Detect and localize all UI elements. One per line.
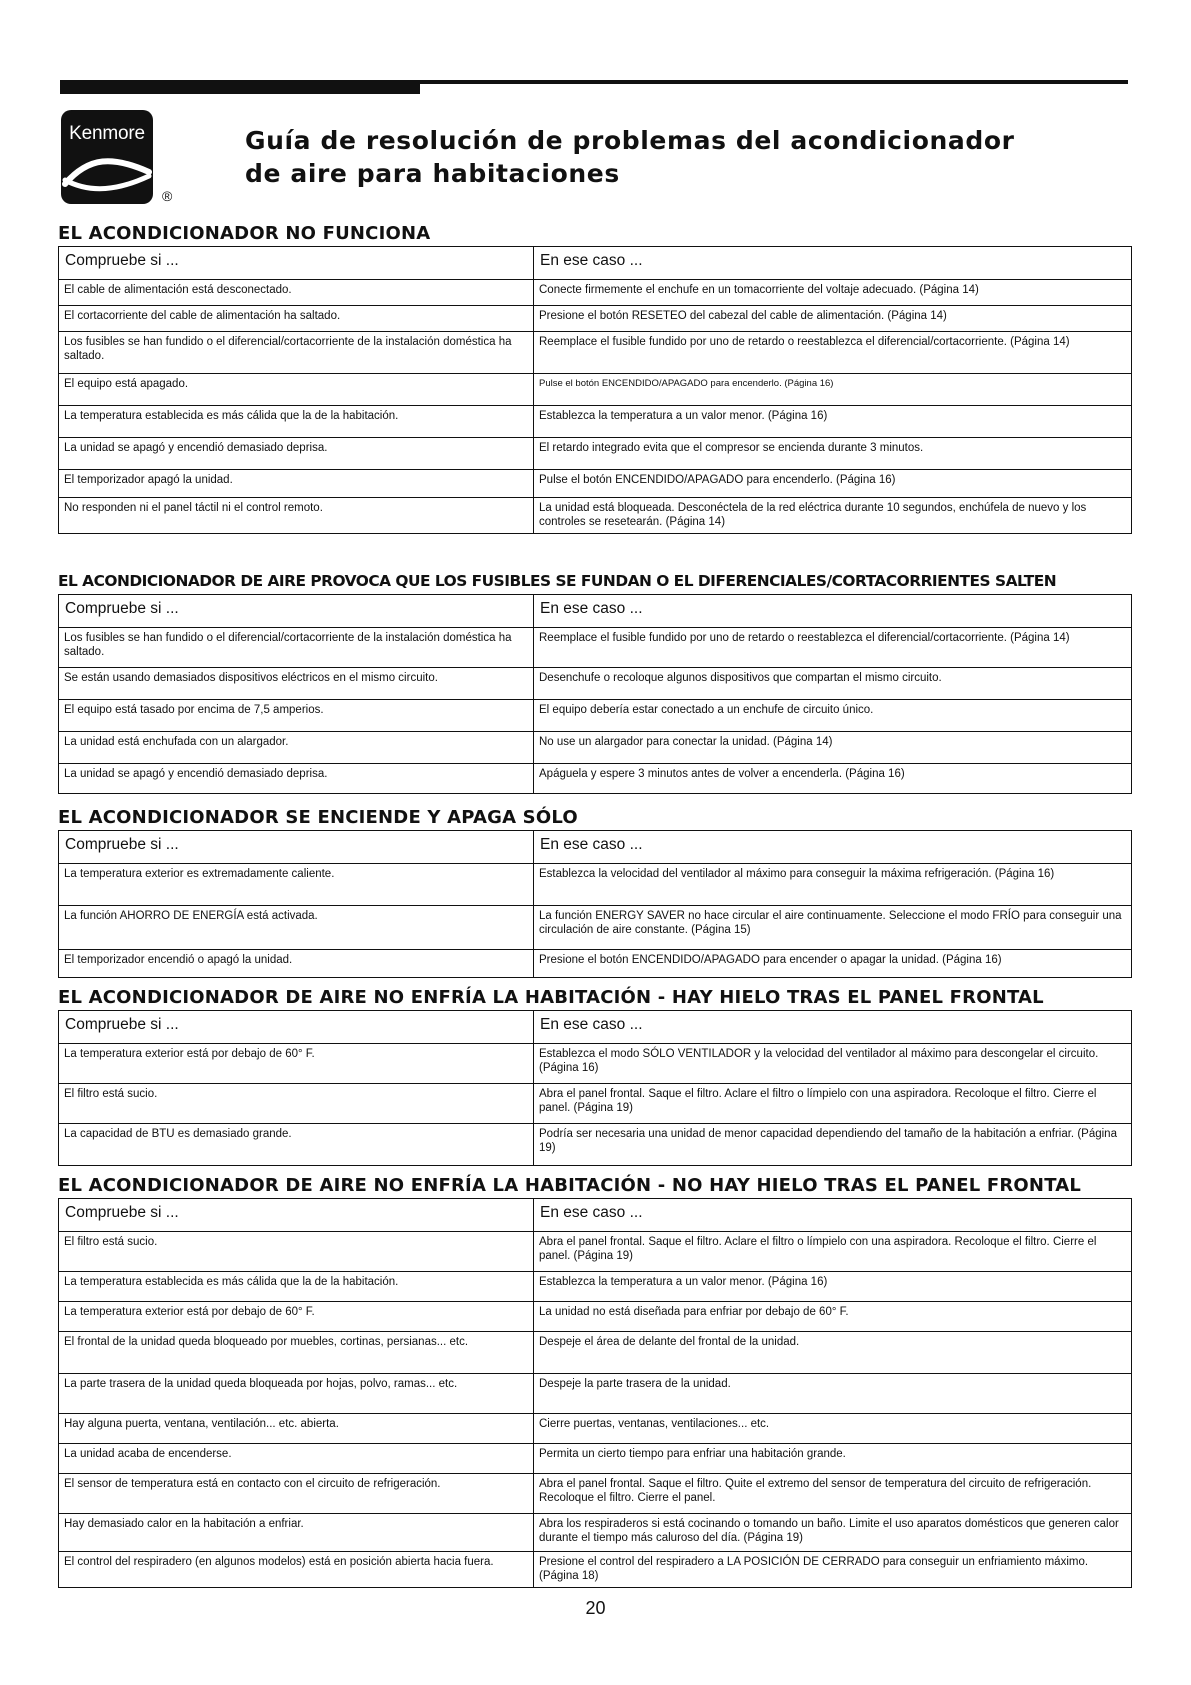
check-cell: La temperatura exterior está por debajo de 60° F. [59,1302,534,1332]
col-header-then: En ese caso ... [534,1011,1132,1044]
check-cell: El temporizador apagó la unidad. [59,470,534,498]
page-title-line2: de aire para habitaciones [245,159,620,188]
then-cell: Pulse el botón ENCENDIDO/APAGADO para encenderlo. (Página 16) [534,470,1132,498]
check-cell: El equipo está apagado. [59,374,534,406]
then-cell: Despeje el área de delante del frontal de la unidad. [534,1332,1132,1374]
check-cell: El frontal de la unidad queda bloqueado por muebles, cortinas, persianas... etc. [59,1332,534,1374]
then-cell: Apáguela y espere 3 minutos antes de volver a encenderla. (Página 16) [534,764,1132,794]
then-cell: Permita un cierto tiempo para enfriar una habitación grande. [534,1444,1132,1474]
section-title: EL ACONDICIONADOR DE AIRE PROVOCA QUE LOS FUSIBLES SE FUNDAN O EL DIFERENCIALES/CORTACORRIENTES SALTEN [58,572,1057,590]
then-cell: Despeje la parte trasera de la unidad. [534,1374,1132,1414]
check-cell: La unidad se apagó y encendió demasiado deprisa. [59,438,534,470]
then-cell: Presione el botón RESETEO del cabezal del cable de alimentación. (Página 14) [534,306,1132,332]
registered-mark: ® [162,188,173,204]
top-rule-accent [60,80,420,94]
check-cell: El cortacorriente del cable de alimentación ha saltado. [59,306,534,332]
troubleshooting-table [58,830,1132,978]
check-cell: La función AHORRO DE ENERGÍA está activada. [59,906,534,950]
col-header-then: En ese caso ... [534,831,1132,864]
check-cell: El equipo está tasado por encima de 7,5 amperios. [59,700,534,732]
check-cell: Los fusibles se han fundido o el diferencial/cortacorriente de la instalación doméstica ha saltado. [59,332,534,374]
then-cell: La unidad no está diseñada para enfriar por debajo de 60° F. [534,1302,1132,1332]
check-cell: La unidad se apagó y encendió demasiado deprisa. [59,764,534,794]
section-hay-hielo [58,986,1132,1166]
col-header-then: En ese caso ... [534,595,1132,628]
then-cell: Cierre puertas, ventanas, ventilaciones... etc. [534,1414,1132,1444]
col-header-then: En ese caso ... [534,1199,1132,1232]
page-title [245,124,1065,190]
check-cell: El filtro está sucio. [59,1232,534,1272]
check-cell: La unidad acaba de encenderse. [59,1444,534,1474]
then-cell: Establezca la velocidad del ventilador al máximo para conseguir la máxima refrigeración. (Página 16) [534,864,1132,906]
kenmore-logo [61,110,153,204]
then-cell: Podría ser necesaria una unidad de menor capacidad dependiendo del tamaño de la habitación a enfriar. (Página 19) [534,1124,1132,1166]
then-cell: Desenchufe o recoloque algunos dispositivos que compartan el mismo circuito. [534,668,1132,700]
col-header-check: Compruebe si ... [59,247,534,280]
troubleshooting-table [58,594,1132,794]
section-title: EL ACONDICIONADOR DE AIRE NO ENFRÍA LA HABITACIÓN - NO HAY HIELO TRAS EL PANEL FRONTAL [58,1175,1082,1196]
section-fusibles [58,570,1132,794]
check-cell: La temperatura establecida es más cálida que la de la habitación. [59,406,534,438]
check-cell: El filtro está sucio. [59,1084,534,1124]
section-title: EL ACONDICIONADOR SE ENCIENDE Y APAGA SÓLO [58,807,578,828]
check-cell: No responden ni el panel táctil ni el control remoto. [59,498,534,534]
then-cell: Abra el panel frontal. Saque el filtro. Aclare el filtro o límpielo con una aspiradora. Recoloque el filtro. Cierre el panel. (Página 19) [534,1084,1132,1124]
check-cell: La capacidad de BTU es demasiado grande. [59,1124,534,1166]
section-no-hay-hielo [58,1174,1132,1588]
then-cell: No use un alargador para conectar la unidad. (Página 14) [534,732,1132,764]
check-cell: El cable de alimentación está desconectado. [59,280,534,306]
then-cell: Establezca el modo SÓLO VENTILADOR y la velocidad del ventilador al máximo para descongelar el circuito. (Página 16) [534,1044,1132,1084]
check-cell: La temperatura exterior está por debajo de 60° F. [59,1044,534,1084]
section-enciende-apaga [58,806,1132,978]
then-cell: El retardo integrado evita que el compresor se encienda durante 3 minutos. [534,438,1132,470]
col-header-check: Compruebe si ... [59,595,534,628]
then-cell: Reemplace el fusible fundido por uno de retardo o reestablezca el diferencial/cortacorriente. (Página 14) [534,332,1132,374]
check-cell: Hay demasiado calor en la habitación a enfriar. [59,1514,534,1552]
then-cell: Establezca la temperatura a un valor menor. (Página 16) [534,406,1132,438]
section-title: EL ACONDICIONADOR DE AIRE NO ENFRÍA LA HABITACIÓN - HAY HIELO TRAS EL PANEL FRONTAL [58,987,1044,1008]
then-cell: Abra el panel frontal. Saque el filtro. Aclare el filtro o límpielo con una aspiradora. Recoloque el filtro. Cierre el panel. (Página 19) [534,1232,1132,1272]
section-no-funciona [58,222,1132,534]
col-header-check: Compruebe si ... [59,1011,534,1044]
then-cell: Conecte firmemente el enchufe en un tomacorriente del voltaje adecuado. (Página 14) [534,280,1132,306]
then-cell: Abra los respiraderos si está cocinando o tomando un baño. Limite el uso aparatos domésticos que generen calor durante el tiempo más caluroso del día. (Página 19) [534,1514,1132,1552]
check-cell: El sensor de temperatura está en contacto con el circuito de refrigeración. [59,1474,534,1514]
then-cell: El equipo debería estar conectado a un enchufe de circuito único. [534,700,1132,732]
check-cell: La unidad está enchufada con un alargador. [59,732,534,764]
then-cell: Abra el panel frontal. Saque el filtro. Quite el extremo del sensor de temperatura del circuito de refrigeración. Recoloque el filtro. Cierre el panel. [534,1474,1132,1514]
logo-text: Kenmore [69,123,145,144]
page-number: 20 [585,1598,606,1618]
then-cell: Reemplace el fusible fundido por uno de retardo o reestablezca el diferencial/cortacorriente. (Página 14) [534,628,1132,668]
check-cell: El control del respiradero (en algunos modelos) está en posición abierta hacia fuera. [59,1552,534,1588]
then-cell: Presione el botón ENCENDIDO/APAGADO para encender o apagar la unidad. (Página 16) [534,950,1132,978]
then-cell: La unidad está bloqueada. Desconéctela de la red eléctrica durante 10 segundos, enchúfela de nuevo y los controles se resetearán. (Página 14) [534,498,1132,534]
check-cell: El temporizador encendió o apagó la unidad. [59,950,534,978]
col-header-check: Compruebe si ... [59,1199,534,1232]
col-header-check: Compruebe si ... [59,831,534,864]
troubleshooting-table [58,1198,1132,1588]
check-cell: La parte trasera de la unidad queda bloqueada por hojas, polvo, ramas... etc. [59,1374,534,1414]
then-cell: Presione el control del respiradero a LA POSICIÓN DE CERRADO para conseguir un enfriamiento máximo. (Página 18) [534,1552,1132,1588]
check-cell: Hay alguna puerta, ventana, ventilación... etc. abierta. [59,1414,534,1444]
check-cell: Se están usando demasiados dispositivos eléctricos en el mismo circuito. [59,668,534,700]
col-header-then: En ese caso ... [534,247,1132,280]
troubleshooting-table [58,246,1132,534]
then-cell: La función ENERGY SAVER no hace circular el aire continuamente. Seleccione el modo FRÍO para conseguir una circulación de aire constante. (Página 15) [534,906,1132,950]
logo-swoosh-icon [61,150,153,204]
section-title: EL ACONDICIONADOR NO FUNCIONA [58,223,431,244]
page-title-line1: Guía de resolución de problemas del acondicionador [245,126,1015,155]
check-cell: Los fusibles se han fundido o el diferencial/cortacorriente de la instalación doméstica ha saltado. [59,628,534,668]
then-cell: Pulse el botón ENCENDIDO/APAGADO para encenderlo. (Página 16) [534,374,1132,406]
check-cell: La temperatura exterior es extremadamente caliente. [59,864,534,906]
check-cell: La temperatura establecida es más cálida que la de la habitación. [59,1272,534,1302]
then-cell: Establezca la temperatura a un valor menor. (Página 16) [534,1272,1132,1302]
troubleshooting-table [58,1010,1132,1166]
